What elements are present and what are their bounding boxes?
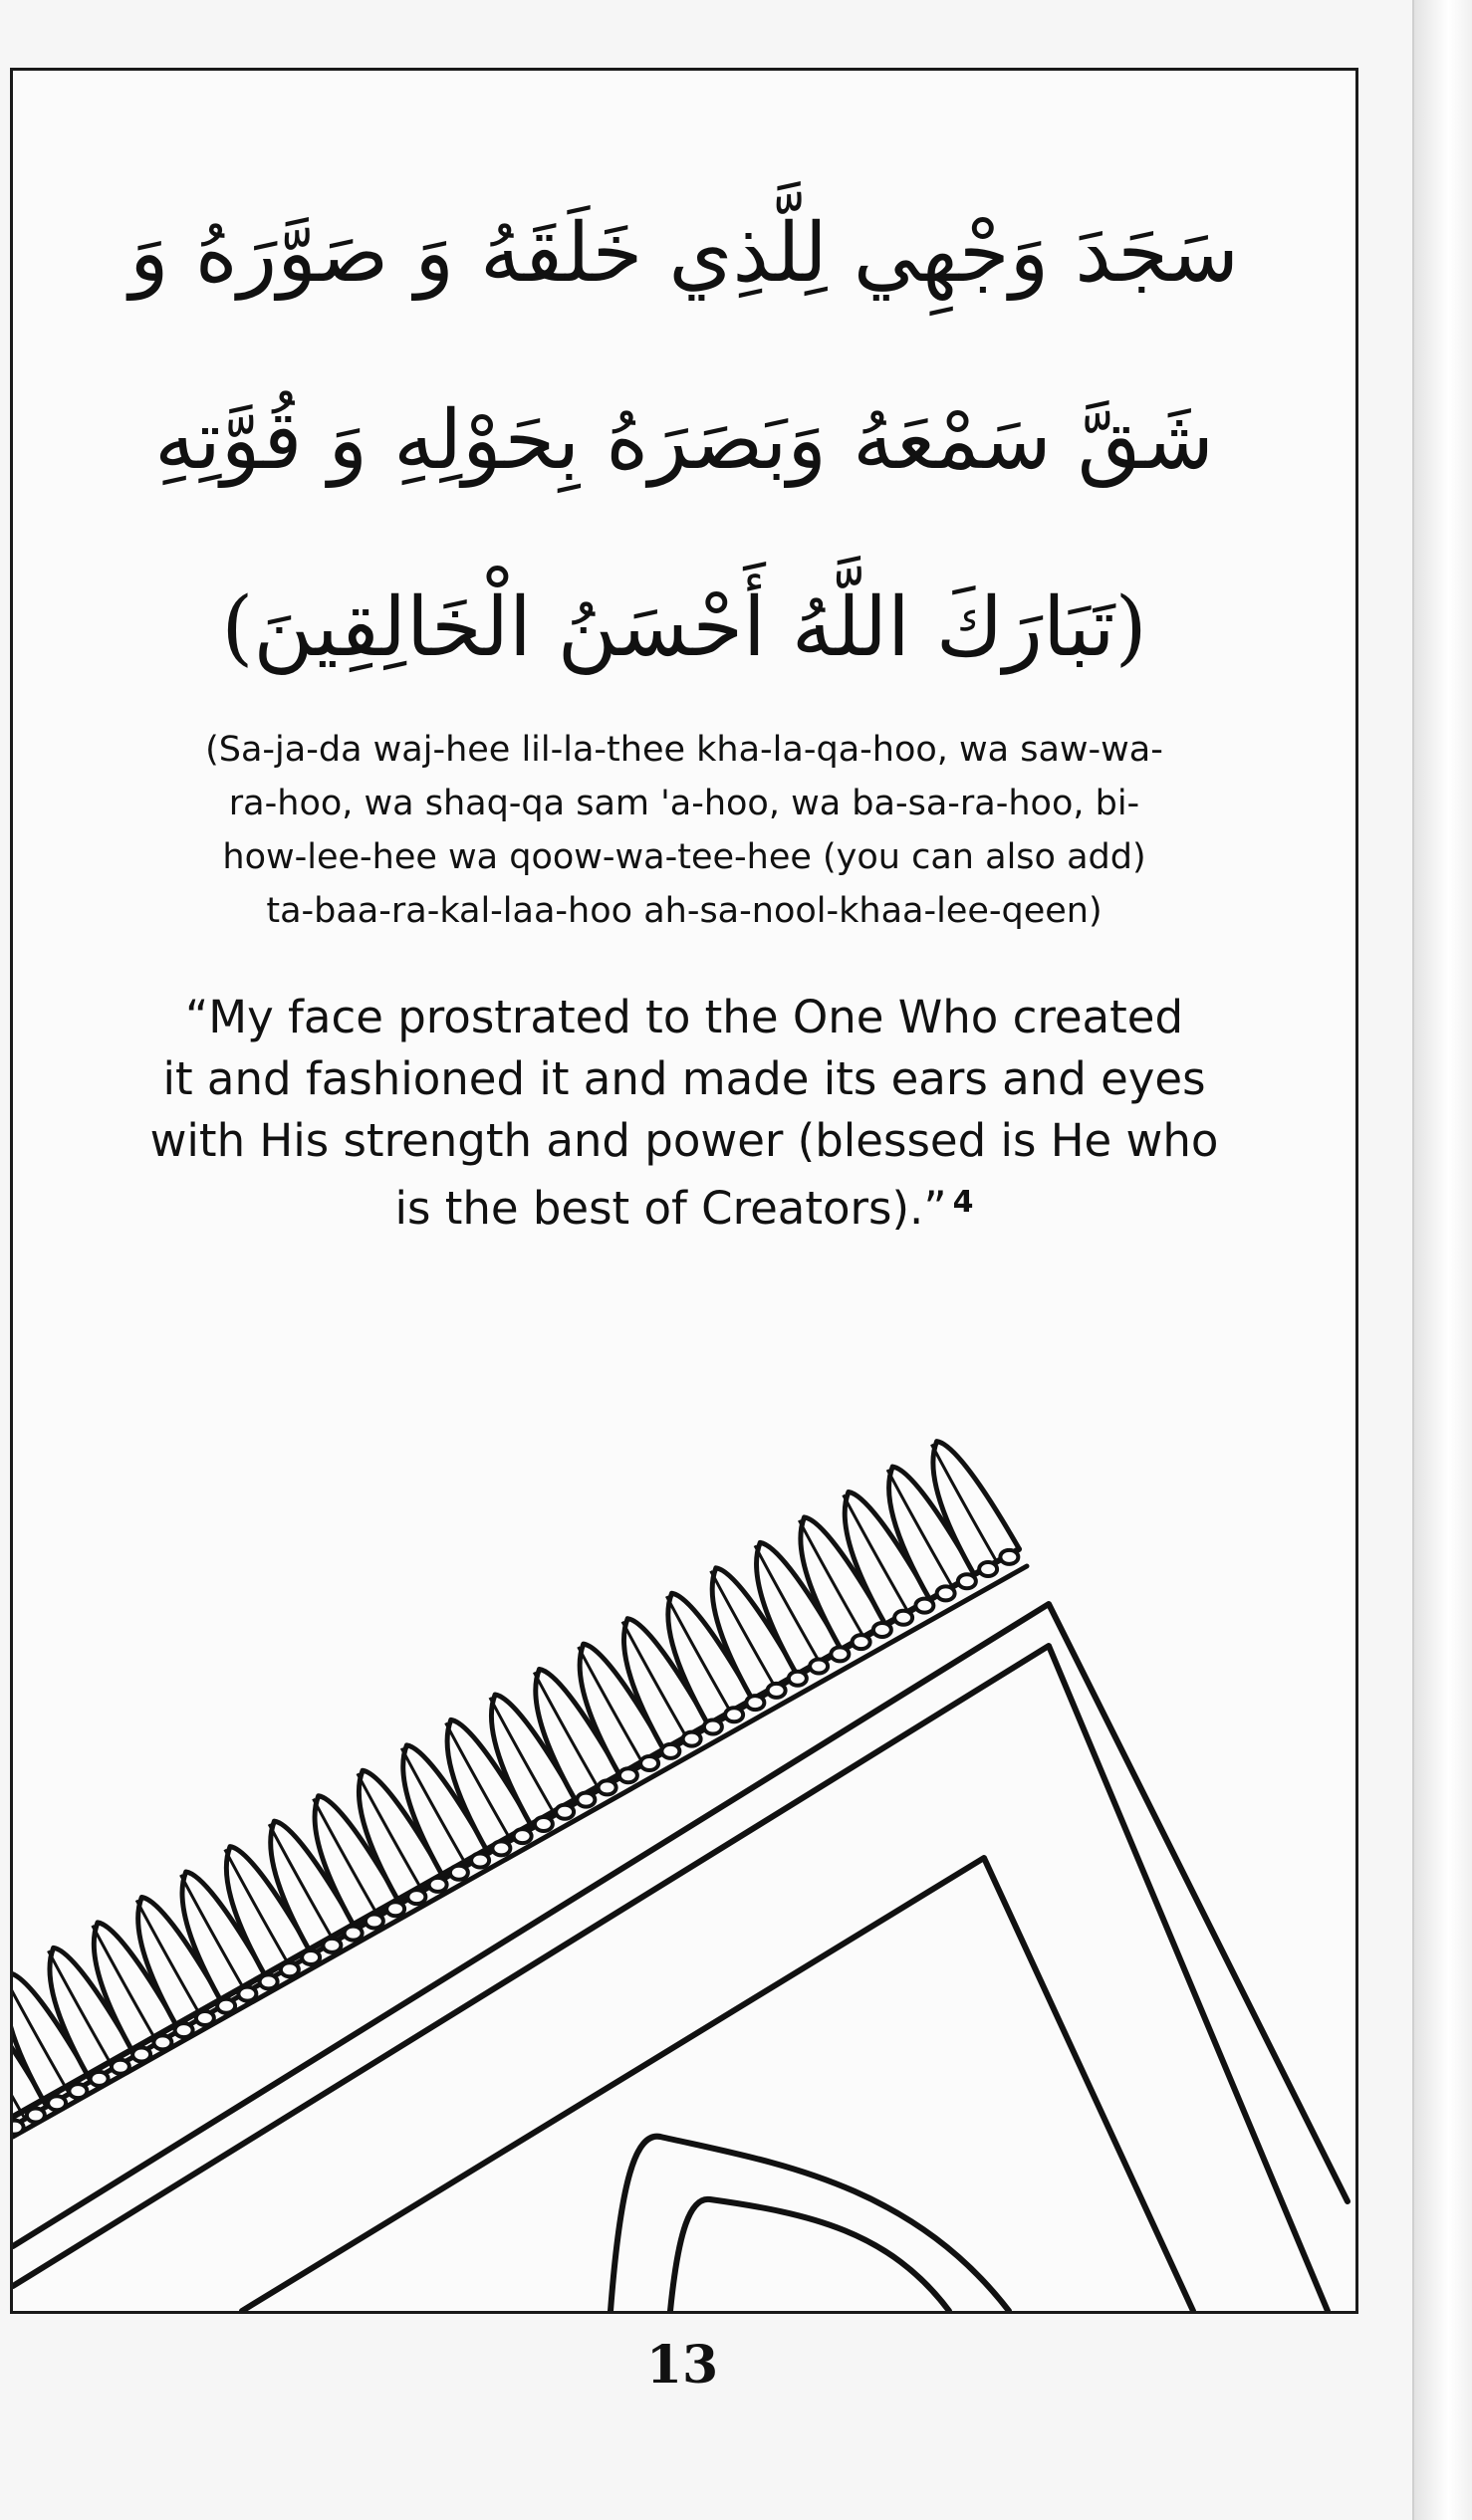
rug-bead [894, 1611, 912, 1625]
rug-bead [217, 1999, 235, 2013]
rug-bead [979, 1562, 997, 1576]
rug-bead [789, 1672, 807, 1686]
rug-bead [112, 2060, 129, 2074]
rug-bead [683, 1732, 701, 1746]
rug-bead [281, 1962, 299, 1976]
rug-bead [746, 1696, 764, 1710]
content-frame [10, 68, 1358, 2314]
prayer-rug-illustration [13, 1305, 1355, 2311]
rug-bead [27, 2108, 45, 2122]
rug-bead [640, 1756, 658, 1770]
rug-bead [48, 2096, 66, 2110]
rug-bead [915, 1599, 933, 1613]
rug-bead [429, 1878, 447, 1892]
rug-bead [302, 1950, 320, 1964]
rug-bead [937, 1586, 955, 1600]
rug-bead [260, 1974, 278, 1988]
rug-bead [873, 1623, 891, 1637]
rug-bead [661, 1744, 679, 1758]
rug-bead [407, 1890, 425, 1904]
page-edge [1412, 0, 1472, 2520]
footnote-marker: 4 [952, 1185, 974, 1220]
translation-line-2: it and fashioned it and made its ears and eyes [162, 1052, 1206, 1105]
rug-bead [725, 1708, 743, 1721]
rug-bead [958, 1574, 976, 1588]
rug-bead [323, 1939, 341, 1952]
transliteration [73, 723, 1296, 938]
rug-bead [153, 2035, 171, 2049]
rug-bead [556, 1805, 574, 1819]
rug-bead [492, 1841, 510, 1855]
rug-bead [386, 1902, 404, 1916]
transliteration-line-3: how-lee-hee wa qoow-wa-tee-hee (you can also add) [222, 837, 1146, 877]
page-number: 13 [645, 2335, 719, 2396]
rug-bead [13, 2121, 24, 2135]
arabic-line-1: سَجَدَ وَجْهِي لِلَّذِي خَلَقَهُ وَ صَوَّرَهُ وَ [129, 206, 1239, 301]
rug-bead [91, 2072, 109, 2086]
rug-bead [768, 1684, 786, 1698]
rug-bead [514, 1829, 532, 1843]
translation-line-3: with His strength and power (blessed is He who [149, 1114, 1219, 1167]
rug-bead [471, 1854, 489, 1868]
rug-bead [175, 2023, 193, 2037]
rug-bead [853, 1635, 870, 1649]
arabic-line-3: (تَبَارَكَ اللَّهُ أَحْسَنُ الْخَالِقِينَ) [221, 580, 1147, 675]
transliteration-line-4: ta-baa-ra-kal-laa-hoo ah-sa-nool-khaa-lee-qeen) [266, 891, 1103, 931]
rug-bead [535, 1817, 553, 1831]
rug-bead [619, 1768, 637, 1782]
translation-line-1: “My face prostrated to the One Who created [184, 991, 1184, 1043]
rug-bead [599, 1780, 616, 1794]
rug-bead [810, 1660, 828, 1674]
rug-bead [238, 1987, 256, 2001]
rug-bead [704, 1719, 722, 1733]
transliteration-line-2: ra-hoo, wa shaq-qa sam 'a-hoo, wa ba-sa-ra-hoo, bi- [228, 784, 1140, 823]
rug-bead [69, 2084, 87, 2098]
rug-bead [345, 1927, 363, 1941]
arabic-line-2: شَقَّ سَمْعَهُ وَبَصَرَهُ بِحَوْلِهِ وَ قُوَّتِهِ [154, 393, 1214, 488]
rug-bead [1000, 1550, 1018, 1564]
arabic-dua [73, 160, 1296, 722]
rug-bead [450, 1866, 468, 1880]
rug-bead [132, 2048, 150, 2062]
translation-line-4 [53, 1172, 1316, 1240]
rug-bead [831, 1647, 849, 1661]
translation-line-4-text: is the best of Creators).” [394, 1182, 947, 1235]
rug-bead [366, 1914, 383, 1928]
rug-bead [577, 1793, 595, 1807]
rug-bead [196, 2011, 214, 2025]
transliteration-line-1: (Sa-ja-da waj-hee lil-la-thee kha-la-qa-hoo, wa saw-wa- [205, 730, 1163, 770]
translation [53, 987, 1316, 1240]
